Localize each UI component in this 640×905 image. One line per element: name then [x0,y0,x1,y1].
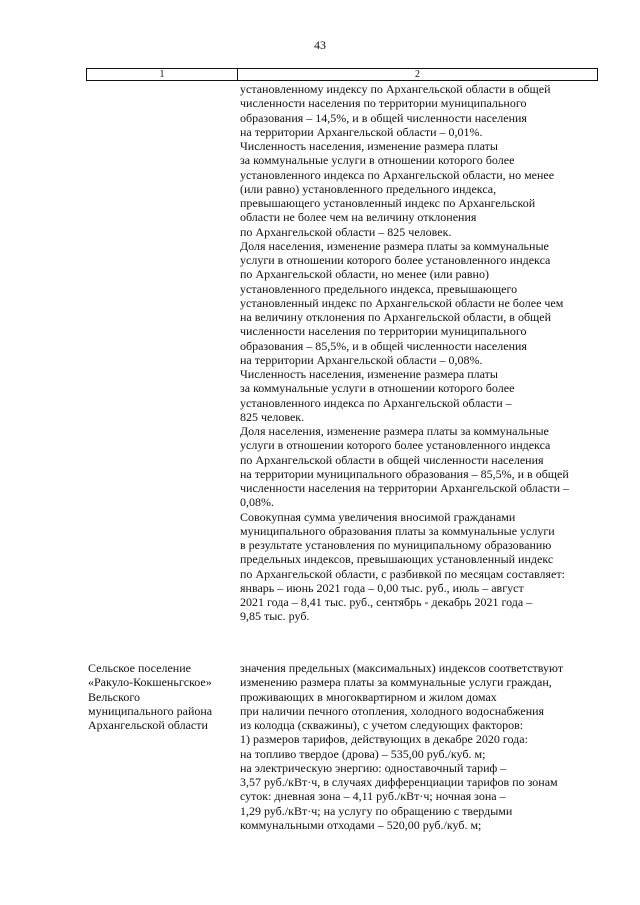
table-header-col1: 1 [87,69,238,80]
text-line: предельных индексов, превышающих установленный индекс [240,552,554,567]
text-line: численности населения по территории муниципального [240,96,527,111]
table-header-col2: 2 [415,69,420,80]
text-line: значения предельных (максимальных) индексов соответствуют [240,661,564,675]
text-line: численности населения на территории Архангельской области – [240,481,570,495]
text-line: январь – июнь 2021 года – 0,00 тыс. руб., июль – август [240,580,524,595]
text-line: 825 человек. [240,409,305,424]
text-line: из колодца (скважины), с учетом следующих факторов: [240,718,524,732]
text-line: 2021 года – 8,41 тыс. руб., сентябрь - декабрь 2021 года – [240,595,533,609]
text-line: на территории Архангельской области – 0,01%. [240,124,483,139]
page-number: 43 [314,38,326,52]
text-line: установленного индекса по Архангельской области – [240,395,512,410]
text-line: (или равно) установленного предельного индекса, [240,181,497,196]
municipality-name [88,661,238,732]
text-line: Доля населения, изменение размера платы за коммунальные [240,238,549,253]
text-line: по Архангельской области – 825 человек. [240,224,452,239]
text-line: суток: дневная зона – 4,11 руб./кВт·ч; ночная зона – [240,789,506,804]
text-line: услуги в отношении которого более установленного индекса [240,438,551,453]
text-line: при наличии печного отопления, холодного водоснабжения [240,703,545,718]
text-line: Численность населения, изменение размера платы [240,139,498,153]
text-line: на территории Архангельской области – 0,08%. [240,352,483,367]
tariff-conditions-block [240,661,598,832]
text-line: проживающих в многоквартирном и жилом домах [240,689,497,704]
text-line: установленного предельного индекса, превышающего [240,281,518,296]
text-line: за коммунальные услуги в отношении которого более [240,153,515,168]
text-line: Доля населения, изменение размера платы за коммунальные [240,424,549,438]
municipality-line: «Ракуло-Кокшеньгское» [88,675,212,690]
text-line: услуги в отношении которого более установленного индекса [240,253,551,267]
text-line: 0,08%. [240,495,274,510]
municipality-line: Вельского [88,689,140,704]
text-line: установленному индексу по Архангельской области в общей [240,82,551,96]
indicator-text-block [240,82,598,624]
text-line: образования – 14,5%, и в общей численности населения [240,110,527,125]
text-line: образования – 85,5%, и в общей численности населения [240,338,527,353]
text-line: по Архангельской области в общей численности населения [240,452,544,467]
text-line: Совокупная сумма увеличения вносимой гражданами [240,509,516,524]
table-header [86,68,598,81]
municipality-line: муниципального района [88,703,213,718]
text-line: Численность населения, изменение размера платы [240,367,498,381]
text-line: 3,57 руб./кВт·ч, в случаях дифференциации тарифов по зонам [240,775,558,789]
text-line: превышающего установленный индекс по Архангельской [240,196,536,210]
text-line: на территории муниципального образования – 85,5%, и в общей [240,466,569,481]
text-line: установленного индекса по Архангельской области, но менее [240,167,555,182]
text-line: 9,85 тыс. руб. [240,609,310,624]
text-line: по Архангельской области, с разбивкой по месяцам составляет: [240,566,565,581]
text-line: области не более чем на величину отклонения [240,210,477,225]
text-line: на величину отклонения по Архангельской области, в общей [240,310,552,324]
text-line: коммунальными отходами – 520,00 руб./куб. м; [240,817,482,832]
text-line: за коммунальные услуги в отношении которого более [240,381,515,396]
text-line: на топливо твердое (дрова) – 535,00 руб./куб. м; [240,746,486,761]
text-line: по Архангельской области, но менее (или равно) [240,267,489,282]
text-line: численности населения по территории муниципального [240,324,527,339]
municipality-line: Сельское поселение [88,661,191,675]
text-line: установленный индекс по Архангельской области не более чем [240,295,564,310]
municipality-line: Архангельской области [88,718,208,732]
text-line: на электрическую энергию: одноставочный тариф – [240,760,507,775]
text-line: 1,29 руб./кВт·ч; на услугу по обращению с твердыми [240,803,513,818]
text-line: в результате установления по муниципальному образованию [240,538,552,552]
text-line: изменению размера платы за коммунальные услуги граждан, [240,675,552,690]
text-line: 1) размеров тарифов, действующих в декабре 2020 года: [240,732,528,747]
text-line: муниципального образования платы за коммунальные услуги [240,523,555,538]
